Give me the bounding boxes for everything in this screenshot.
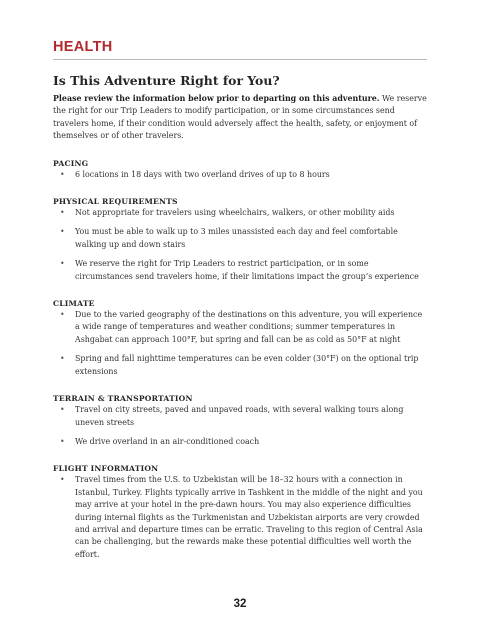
- section-divider: [53, 59, 427, 60]
- list-item-text: You must be able to walk up to 3 miles unassisted each day and feel comfortable walking up and down stairs: [75, 227, 398, 249]
- list-item: [53, 404, 427, 429]
- list-item: [53, 207, 427, 219]
- subsection-title-flight-information: FLIGHT INFORMATION: [53, 464, 159, 474]
- page-number: 32: [233, 598, 247, 610]
- list-item-text: We reserve the right for Trip Leaders to restrict participation, or in some circumstances send travelers home, if their limitations impact the group’s experience: [75, 259, 419, 281]
- list-item-text: Spring and fall nighttime temperatures can be even colder (30°F) on the optional trip extensions: [75, 354, 419, 376]
- subsection-title-pacing: PACING: [53, 158, 89, 168]
- subsection-title-climate: CLIMATE: [53, 299, 95, 309]
- intro-bold-text: Please review the information below prior to departing on this adventure.: [53, 94, 380, 103]
- physical-requirements-list: [53, 207, 427, 283]
- subsection-title-terrain-transportation: TERRAIN & TRANSPORTATION: [53, 394, 193, 404]
- list-item: [53, 353, 427, 378]
- list-item-text: 6 locations in 18 days with two overland drives of up to 8 hours: [75, 169, 330, 179]
- section-title: HEALTH: [53, 39, 113, 55]
- bullet-icon: •: [60, 310, 65, 320]
- list-item: [53, 309, 427, 346]
- bullet-icon: •: [60, 169, 65, 179]
- list-item: [53, 436, 427, 448]
- list-item-text: Travel times from the U.S. to Uzbekistan will be 18–32 hours with a connection in Istanbul, Turkey. Flights typically arrive in Tashkent in the middle of the night and you may arrive at your hotel in the pre-dawn hours. You may also experience difficulties during internal flights as the Turkmenistan and Uzbekistan airports are very crowded and arrival and departure times can be erratic. Traveling to this region of Central Asia can be challenging, but the rewards make these potential difficulties well worth the effort.: [75, 475, 423, 559]
- list-item: [53, 258, 427, 283]
- terrain-transportation-list: [53, 404, 427, 448]
- list-item-text: We drive overland in an air-conditioned coach: [75, 436, 260, 446]
- flight-information-list: [53, 474, 427, 561]
- list-item-text: Travel on city streets, paved and unpaved roads, with several walking tours along uneven streets: [75, 405, 404, 427]
- bullet-icon: •: [60, 208, 65, 218]
- bullet-icon: •: [60, 259, 65, 269]
- list-item: [53, 169, 427, 181]
- page-heading: Is This Adventure Right for You?: [53, 73, 280, 88]
- intro-text: We reserve the right for our Trip Leaders to modify participation, or in some circumstances send travelers home, if their condition would adversely affect the health, safety, or enjoyment of themselves or of other travelers.: [53, 94, 427, 141]
- subsection-title-physical-requirements: PHYSICAL REQUIREMENTS: [53, 197, 178, 207]
- list-item-text: Not appropriate for travelers using wheelchairs, walkers, or other mobility aids: [75, 208, 395, 218]
- intro-paragraph: [53, 93, 427, 143]
- bullet-icon: •: [60, 354, 65, 364]
- page-content: [53, 38, 427, 561]
- bullet-icon: •: [60, 475, 65, 485]
- climate-list: [53, 309, 427, 378]
- pacing-list: [53, 169, 427, 181]
- bullet-icon: •: [60, 405, 65, 415]
- bullet-icon: •: [60, 227, 65, 237]
- bullet-icon: •: [60, 436, 65, 446]
- list-item: [53, 226, 427, 251]
- list-item: [53, 474, 427, 561]
- list-item-text: Due to the varied geography of the destinations on this adventure, you will experience a wide range of temperatures and weather conditions; summer temperatures in Ashgabat can approach 100°F, but spring and fall can be as cold as 50°F at night: [75, 310, 423, 344]
